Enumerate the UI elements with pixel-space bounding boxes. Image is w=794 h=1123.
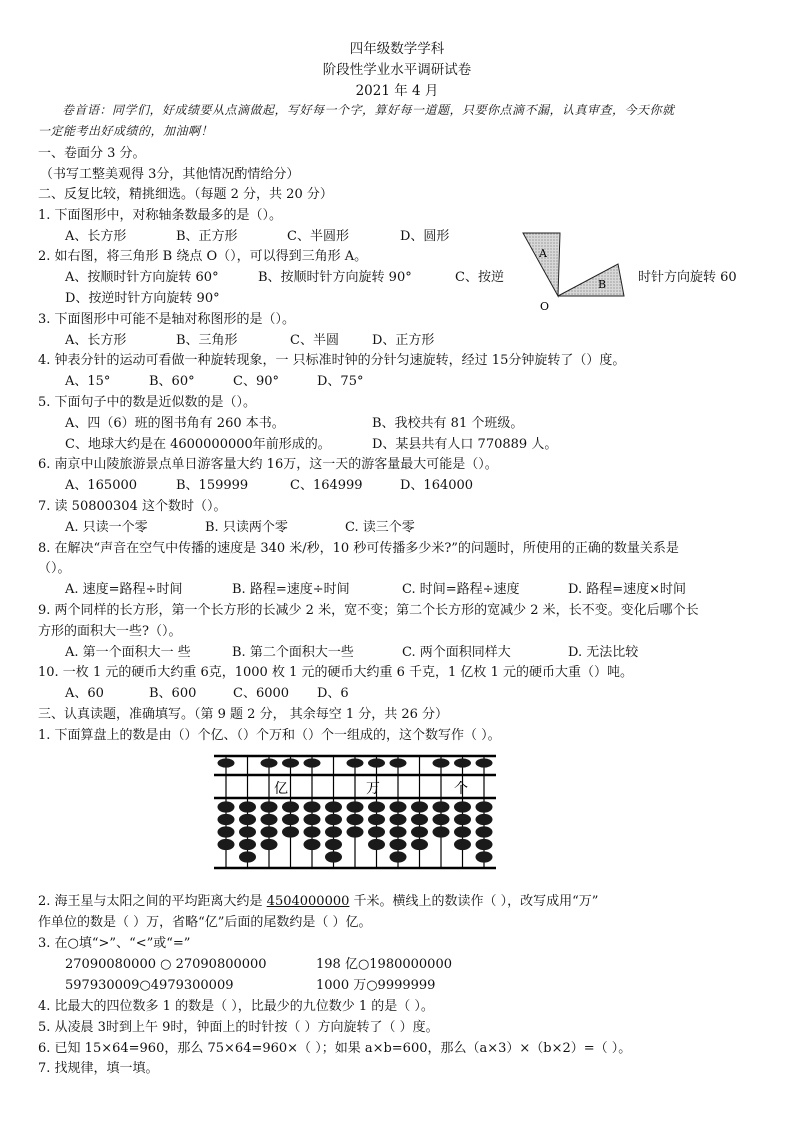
question-3-2-prefix: 2. 海王星与太阳之间的平均距离大约是	[38, 894, 267, 909]
option-c: C. 读三个零	[345, 520, 415, 535]
abacus-bead	[218, 839, 235, 850]
question-2-2: 2. 如右图，将三角形 B 绕点 O（），可以得到三角形 A。	[38, 249, 368, 264]
option-b: B、600	[149, 686, 197, 701]
option-d: D、按逆时针方向旋转 90°	[65, 291, 220, 306]
question-2-7: 7. 读 50800304 这个数时（）。	[38, 499, 227, 514]
question-3-7: 7. 找规律，填一填。	[38, 1061, 159, 1076]
option-b: B. 路程=速度÷时间	[232, 582, 350, 597]
question-3-2-suffix: 千米。横线上的数读作（ ），改写成用“万”	[349, 894, 599, 909]
abacus-bead	[218, 801, 235, 812]
abacus-bead	[368, 826, 385, 837]
option-a: A、15°	[65, 374, 111, 389]
exam-subtitle: 阶段性学业水平调研试卷	[322, 62, 472, 78]
abacus-bead	[390, 801, 407, 812]
option-d: D、75°	[317, 374, 364, 389]
abacus-bead	[261, 801, 278, 812]
distance-number: 4504000000	[266, 894, 350, 909]
question-2-9-cont: 方形的面积大一些?（）。	[38, 624, 182, 639]
option-b: B、三角形	[176, 333, 238, 348]
abacus-bead	[368, 839, 385, 850]
question-2-5: 5. 下面句子中的数是近似数的是（）。	[38, 395, 257, 410]
option-d: D、圆形	[400, 229, 450, 244]
abacus	[212, 752, 498, 870]
compare-item-3: 597930009○4979300009	[65, 978, 234, 993]
abacus-label-yi: 亿	[274, 781, 288, 797]
question-3-4: 4. 比最大的四位数多 1 的数是（ ），比最少的九位数少 1 的是（ ）。	[38, 999, 434, 1014]
label-a: A	[539, 247, 547, 260]
option-c-continued: 时针方向旋转 60	[638, 270, 737, 285]
option-a: A、长方形	[65, 333, 127, 348]
compare-item-2: 198 亿○1980000000	[316, 957, 452, 972]
abacus-bead	[476, 826, 493, 837]
option-a: A、四（6）班的图书角有 260 本书。	[65, 416, 285, 431]
abacus-bead	[454, 814, 471, 825]
question-2-10: 10. 一枚 1 元的硬币大约重 6克，1000 枚 1 元的硬币大约重 6 千克，1 亿枚 1 元的硬币大重（）吨。	[38, 665, 633, 680]
abacus-bead	[239, 801, 256, 812]
option-b: B. 只读两个零	[205, 520, 288, 535]
question-2-3: 3. 下面图形中可能不是轴对称图形的是（）。	[38, 312, 296, 327]
question-3-3: 3. 在○填“>”、“<”或“=”	[38, 936, 191, 951]
question-2-6: 6. 南京中山陵旅游景点单日游客量大约 16万，这一天的游客量最大可能是（）。	[38, 457, 498, 472]
abacus-bead	[304, 826, 321, 837]
abacus-bead	[454, 758, 471, 767]
option-c: C、164999	[290, 478, 363, 493]
exam-date: 2021 年 4 月	[355, 83, 439, 99]
abacus-bead	[261, 758, 278, 767]
abacus-bead	[347, 801, 364, 812]
abacus-bead	[454, 801, 471, 812]
abacus-bead	[368, 758, 385, 767]
option-b: B、正方形	[176, 229, 238, 244]
triangle-b	[558, 264, 624, 296]
option-a: A、按顺时针方向旋转 60°	[65, 270, 219, 285]
abacus-bead	[239, 814, 256, 825]
abacus-bead	[347, 814, 364, 825]
option-b: B. 第二个面积大一些	[232, 645, 354, 660]
question-2-8-cont: （）。	[38, 561, 71, 576]
abacus-bead	[304, 801, 321, 812]
option-b: B、我校共有 81 个班级。	[372, 416, 524, 431]
abacus-bead	[411, 801, 428, 812]
abacus-bead	[390, 814, 407, 825]
abacus-bead	[218, 758, 235, 767]
abacus-bead	[325, 851, 342, 862]
abacus-bead	[476, 839, 493, 850]
abacus-bead	[476, 801, 493, 812]
option-c: C、半圆形	[287, 229, 349, 244]
option-c: C、按逆	[455, 270, 504, 285]
abacus-bead	[433, 801, 450, 812]
question-2-8: 8. 在解决“声音在空气中传播的速度是 340 米/秒，10 秒可传播多少米?”的问题时，所使用的正确的数量关系是	[38, 541, 679, 556]
abacus-bead	[239, 851, 256, 862]
abacus-bead	[454, 826, 471, 837]
option-d: D. 路程=速度×时间	[568, 582, 687, 597]
option-c: C. 两个面积同样大	[402, 645, 511, 660]
abacus-bead	[433, 826, 450, 837]
abacus-bead	[347, 758, 364, 767]
abacus-label-ge: 个	[454, 781, 468, 797]
abacus-bead	[433, 814, 450, 825]
abacus-bead	[347, 826, 364, 837]
abacus-bead	[476, 758, 493, 767]
section1-title: 一、卷面分 3 分。	[38, 146, 146, 161]
abacus-bead	[325, 814, 342, 825]
question-3-6: 6. 已知 15×64=960，那么 75×64=960×（ ）；如果 a×b=600，那么（a×3）×（b×2）=（ ）。	[38, 1041, 632, 1056]
intro-line-2: 一定能考出好成绩的，加油啊！	[38, 124, 214, 138]
abacus-bead	[454, 839, 471, 850]
option-b: B、按顺时针方向旋转 90°	[258, 270, 412, 285]
question-2-4: 4. 钟表分针的运动可看做一种旋转现象，一 只标准时钟的分针匀速旋转，经过 15分钟旋转了（）度。	[38, 353, 626, 368]
abacus-bead	[476, 814, 493, 825]
option-b: B、159999	[176, 478, 249, 493]
abacus-bead	[282, 758, 299, 767]
abacus-bead	[282, 826, 299, 837]
label-o: O	[540, 300, 550, 312]
section2-title: 二、反复比较，精挑细选。（每题 2 分，共 20 分）	[38, 187, 333, 202]
abacus-label-wan: 万	[366, 781, 380, 797]
question-3-2	[38, 893, 598, 911]
abacus-bead	[218, 826, 235, 837]
abacus-bead	[218, 814, 235, 825]
option-d: D. 无法比较	[568, 645, 639, 660]
option-d: D、正方形	[372, 333, 435, 348]
abacus-bead	[390, 851, 407, 862]
abacus-bead	[282, 801, 299, 812]
rotation-figure	[520, 230, 632, 312]
abacus-bead	[239, 839, 256, 850]
abacus-bead	[390, 758, 407, 767]
abacus-bead	[411, 814, 428, 825]
option-b: B、60°	[149, 374, 195, 389]
abacus-bead	[282, 814, 299, 825]
question-3-1: 1. 下面算盘上的数是由（）个亿、（）个万和（）个一组成的，这个数写作（ ）。	[38, 728, 501, 743]
abacus-bead	[433, 758, 450, 767]
option-c: C、地球大约是在 4600000000年前形成的。	[65, 437, 331, 452]
section1-note: （书写工整美观得 3分，其他情况酌情给分）	[40, 167, 300, 182]
label-b: B	[598, 278, 607, 291]
compare-item-1: 27090080000 ○ 27090800000	[65, 957, 267, 972]
abacus-bead	[368, 814, 385, 825]
section3-title: 三、认真读题，准确填写。（第 9 题 2 分， 其余每空 1 分，共 26 分）	[38, 707, 449, 722]
question-2-1: 1. 下面图形中，对称轴条数最多的是（）。	[38, 208, 283, 223]
compare-item-4: 1000 万○9999999	[316, 978, 436, 993]
option-c: C、半圆	[290, 333, 339, 348]
option-a: A. 速度=路程÷时间	[65, 582, 183, 597]
option-d: D、6	[317, 686, 349, 701]
abacus-bead	[239, 826, 256, 837]
question-2-9: 9. 两个同样的长方形，第一个长方形的长减少 2 米，宽不变；第二个长方形的宽减少 2 米，长不变。变化后哪个长	[38, 603, 699, 618]
option-a: A、长方形	[65, 229, 127, 244]
option-d: D、164000	[400, 478, 474, 493]
abacus-bead	[390, 826, 407, 837]
option-a: A. 第一个面积大一 些	[65, 645, 191, 660]
option-d: D、某县共有人口 770889 人。	[372, 437, 558, 452]
triangle-a	[523, 233, 560, 296]
abacus-bead	[325, 826, 342, 837]
option-a: A、60	[65, 686, 104, 701]
option-a: A. 只读一个零	[65, 520, 148, 535]
intro-line-1: 卷首语：同学们，好成绩要从点滴做起，写好每一个字，算好每一道题，只要你点滴不漏，认真审查，今天你就	[62, 103, 675, 117]
abacus-bead	[411, 826, 428, 837]
abacus-bead	[304, 839, 321, 850]
abacus-bead	[304, 758, 321, 767]
exam-title: 四年级数学学科	[349, 41, 445, 57]
abacus-bead	[261, 826, 278, 837]
abacus-bead	[261, 814, 278, 825]
option-a: A、165000	[65, 478, 138, 493]
abacus-bead	[476, 851, 493, 862]
option-c: C、90°	[233, 374, 279, 389]
option-c: C. 时间=路程÷速度	[402, 582, 520, 597]
abacus-bead	[390, 839, 407, 850]
abacus-bead	[411, 839, 428, 850]
abacus-bead	[325, 839, 342, 850]
question-3-5: 5. 从凌晨 3时到上午 9时，钟面上的时针按（ ）方向旋转了（ ）度。	[38, 1020, 439, 1035]
option-c: C、6000	[233, 686, 290, 701]
question-3-2-cont: 作单位的数是（ ）万，省略“亿”后面的尾数约是（ ）亿。	[38, 915, 372, 930]
abacus-bead	[261, 839, 278, 850]
abacus-bead	[368, 801, 385, 812]
abacus-bead	[304, 814, 321, 825]
abacus-bead	[325, 801, 342, 812]
